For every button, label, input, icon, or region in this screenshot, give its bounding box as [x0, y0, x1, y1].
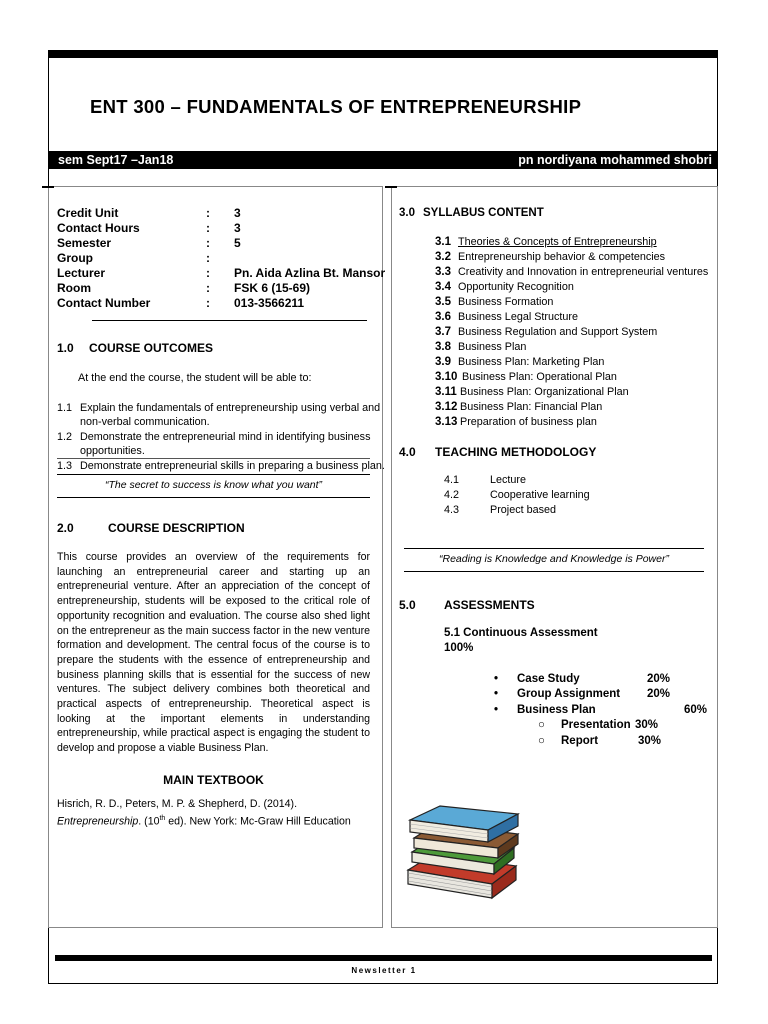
outcome-text: opportunities.: [80, 445, 145, 457]
semester-label: sem Sept17 –Jan18: [58, 153, 174, 167]
outcome-text: Demonstrate entrepreneurial skills in preparing a business plan.: [80, 460, 385, 472]
section-heading-syllabus: SYLLABUS CONTENT: [423, 207, 544, 219]
quote-success: “The secret to success is know what you want”: [104, 479, 323, 491]
header-band: [48, 151, 718, 169]
divider: [404, 571, 704, 572]
divider: [57, 474, 370, 475]
info-row-semester: Semester : 5: [57, 236, 241, 250]
continuous-assessment-heading: 5.1 Continuous Assessment: [444, 627, 598, 639]
author-label: pn nordiyana mohammed shobri: [518, 153, 712, 167]
corner-mark: [42, 186, 54, 188]
methodology-item: 4.2 Cooperative learning: [444, 489, 590, 501]
outcome-number: 1.2: [57, 431, 73, 443]
quote-reading: “Reading is Knowledge and Knowledge is Power”: [439, 553, 669, 565]
methodology-item: 4.1 Lecture: [444, 474, 527, 486]
outcome-number: 1.1: [57, 402, 73, 414]
section-number-assessments: 5.0: [399, 598, 416, 612]
section-number-outcomes: 1.0: [57, 341, 74, 355]
methodology-item: 4.3 Project based: [444, 504, 557, 516]
books-illustration: [400, 800, 530, 905]
divider: [92, 320, 367, 321]
info-row-lecturer: Lecturer : Pn. Aida Azlina Bt. Mansor: [57, 266, 386, 280]
section-heading-description: COURSE DESCRIPTION: [108, 521, 245, 535]
section-number-description: 2.0: [57, 521, 74, 535]
info-row-group: Group :: [57, 251, 210, 265]
textbook-reference: Hisrich, R. D., Peters, M. P. & Shepherd, D. (2014). Entrepreneurship. (10th ed). New York: Mc-Graw Hill Education: [57, 798, 351, 828]
assessment-sub-item: ○ Report 30%: [538, 735, 662, 747]
textbook-heading: MAIN TEXTBOOK: [163, 773, 264, 787]
section-number-methodology: 4.0: [399, 445, 416, 459]
bottom-bar: [55, 955, 712, 961]
info-row-credit-unit: Credit Unit : 3: [57, 206, 241, 220]
section-heading-assessments: ASSESSMENTS: [444, 598, 535, 612]
outcome-number: 1.3: [57, 460, 73, 472]
section-heading-methodology: TEACHING METHODOLOGY: [435, 445, 597, 459]
section-heading-outcomes: COURSE OUTCOMES: [89, 341, 214, 355]
footer-label: Newsletter 1: [351, 966, 417, 975]
outcomes-intro: At the end the course, the student will be able to:: [78, 372, 312, 384]
top-bar: [48, 50, 718, 58]
outcome-text: Demonstrate the entrepreneurial mind in identifying business: [80, 431, 371, 443]
info-row-contact-hours: Contact Hours : 3: [57, 221, 241, 235]
page-title: ENT 300 – FUNDAMENTALS OF ENTREPRENEURSHIP: [90, 96, 582, 117]
assessment-sub-item: ○ Presentation 30%: [538, 719, 659, 731]
course-description-text: This course provides an overview of the requirements for launching an entrepreneurial career and starting up an entrepreneurial venture. After an appreciation of the concept of entrepreneurship, students will be exposed to the critical role of opportunity recognition and evaluation. The course also shed light on the entrepreneur as the main success factor in the new venture formation and development. The central focus of the course is to prepare the students with the essence of entrepreneurship and business planning skills that is essential for the success of new ventures. The subject delivery combines both theoretical and practical aspects of entrepreneurship. Theoretical aspect is looking at the important elements in understanding entrepreneurship, while practical aspect is engaging the student to develop and propose a viable Business Plan.: [57, 551, 370, 755]
corner-mark: [385, 186, 397, 188]
assessment-item: • Group Assignment 20%: [494, 688, 671, 700]
assessment-item: • Business Plan 60%: [494, 704, 708, 716]
outcome-text: non-verbal communication.: [80, 416, 210, 428]
continuous-assessment-total: 100%: [444, 642, 474, 654]
divider: [404, 548, 704, 549]
section-number-syllabus: 3.0: [399, 207, 415, 219]
info-row-room: Room : FSK 6 (15-69): [57, 281, 311, 295]
outcome-text: Explain the fundamentals of entrepreneurship using verbal and: [80, 402, 381, 414]
divider: [57, 497, 370, 498]
info-row-contact-number: Contact Number : 013-3566211: [57, 296, 305, 310]
assessment-item: • Case Study 20%: [494, 673, 671, 685]
